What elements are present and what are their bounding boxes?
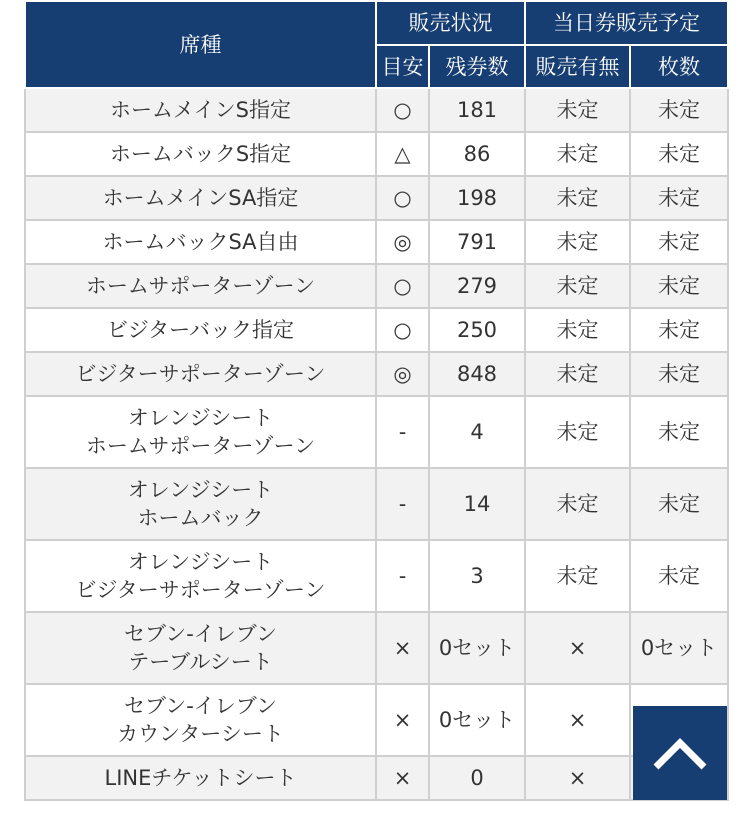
seat-name: ホームバックSA自由 xyxy=(25,220,376,264)
guide-mark: ○ xyxy=(376,264,429,308)
header-availability: 販売有無 xyxy=(525,45,630,88)
sales-availability: 未定 xyxy=(525,220,630,264)
guide-mark: △ xyxy=(376,132,429,176)
remaining-count: 791 xyxy=(429,220,525,264)
sales-availability: 未定 xyxy=(525,308,630,352)
table-row xyxy=(25,352,728,396)
header-guide: 目安 xyxy=(376,45,429,88)
seat-name: ホームバックS指定 xyxy=(25,132,376,176)
sales-availability: 未定 xyxy=(525,540,630,612)
ticket-count: 未定 xyxy=(630,88,728,132)
seat-name: セブン-イレブン テーブルシート xyxy=(25,612,376,684)
table-row xyxy=(25,468,728,540)
guide-mark: ○ xyxy=(376,88,429,132)
guide-mark: - xyxy=(376,468,429,540)
sales-availability: × xyxy=(525,756,630,800)
seat-name: ホームサポーターゾーン xyxy=(25,264,376,308)
sales-availability: 未定 xyxy=(525,88,630,132)
scroll-to-top-button[interactable] xyxy=(633,706,727,800)
ticket-count: 未定 xyxy=(630,220,728,264)
table-row xyxy=(25,308,728,352)
table-row xyxy=(25,612,728,684)
ticket-count: 未定 xyxy=(630,468,728,540)
remaining-count: 3 xyxy=(429,540,525,612)
sales-availability: 未定 xyxy=(525,132,630,176)
sales-availability: 未定 xyxy=(525,176,630,220)
guide-mark: - xyxy=(376,396,429,468)
ticket-availability-table xyxy=(24,0,729,801)
header-remaining: 残券数 xyxy=(429,45,525,88)
ticket-count: 0セット xyxy=(630,612,728,684)
guide-mark: × xyxy=(376,684,429,756)
remaining-count: 0セット xyxy=(429,684,525,756)
remaining-count: 86 xyxy=(429,132,525,176)
guide-mark: ○ xyxy=(376,176,429,220)
remaining-count: 0セット xyxy=(429,612,525,684)
seat-name: オレンジシート ビジターサポーターゾーン xyxy=(25,540,376,612)
table-row xyxy=(25,756,728,800)
header-sales-status: 販売状況 xyxy=(376,1,525,45)
seat-name: オレンジシート ホームバック xyxy=(25,468,376,540)
sales-availability: × xyxy=(525,612,630,684)
sales-availability: 未定 xyxy=(525,468,630,540)
sales-availability: 未定 xyxy=(525,396,630,468)
remaining-count: 14 xyxy=(429,468,525,540)
guide-mark: × xyxy=(376,612,429,684)
remaining-count: 198 xyxy=(429,176,525,220)
sales-availability: × xyxy=(525,684,630,756)
seat-name: セブン-イレブン カウンターシート xyxy=(25,684,376,756)
guide-mark: ◎ xyxy=(376,352,429,396)
remaining-count: 0 xyxy=(429,756,525,800)
table-row xyxy=(25,264,728,308)
seat-name: ビジターサポーターゾーン xyxy=(25,352,376,396)
header-count: 枚数 xyxy=(630,45,728,88)
remaining-count: 4 xyxy=(429,396,525,468)
ticket-count: 未定 xyxy=(630,264,728,308)
remaining-count: 848 xyxy=(429,352,525,396)
table-row xyxy=(25,176,728,220)
sales-availability: 未定 xyxy=(525,264,630,308)
ticket-count: 未定 xyxy=(630,352,728,396)
table-row xyxy=(25,88,728,132)
guide-mark: × xyxy=(376,756,429,800)
seat-name: LINEチケットシート xyxy=(25,756,376,800)
guide-mark: - xyxy=(376,540,429,612)
remaining-count: 181 xyxy=(429,88,525,132)
sales-availability: 未定 xyxy=(525,352,630,396)
remaining-count: 250 xyxy=(429,308,525,352)
ticket-count: 未定 xyxy=(630,176,728,220)
table-row xyxy=(25,132,728,176)
ticket-count: 未定 xyxy=(630,308,728,352)
seat-name: オレンジシート ホームサポーターゾーン xyxy=(25,396,376,468)
header-seat-type: 席種 xyxy=(25,1,376,88)
table-row xyxy=(25,220,728,264)
guide-mark: ◎ xyxy=(376,220,429,264)
table-header xyxy=(25,1,728,88)
seat-name: ホームメインSA指定 xyxy=(25,176,376,220)
table-row xyxy=(25,684,728,756)
chevron-up-icon xyxy=(650,733,710,773)
seat-name: ホームメインS指定 xyxy=(25,88,376,132)
remaining-count: 279 xyxy=(429,264,525,308)
ticket-count: 未定 xyxy=(630,396,728,468)
seat-name: ビジターバック指定 xyxy=(25,308,376,352)
table-row xyxy=(25,396,728,468)
ticket-count: 未定 xyxy=(630,132,728,176)
ticket-count: 未定 xyxy=(630,540,728,612)
table-row xyxy=(25,540,728,612)
guide-mark: ○ xyxy=(376,308,429,352)
header-day-sales-plan: 当日券販売予定 xyxy=(525,1,728,45)
